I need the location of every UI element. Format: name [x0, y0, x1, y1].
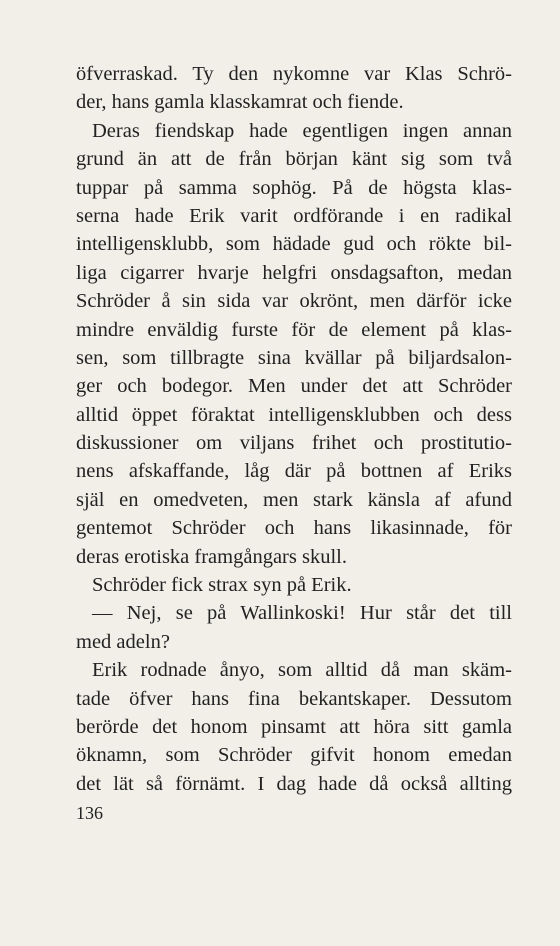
text-line: med adeln?: [76, 630, 170, 653]
text-line: der, hans gamla klasskamrat och fiende.: [76, 91, 404, 114]
text-line: det lät så förnämt. I dag hade då också allting: [76, 772, 512, 795]
text-line: grund än att de från början känt sig som två: [76, 148, 512, 171]
text-line: intelligensklubb, som hädade gud och rökte bil-: [76, 233, 512, 256]
text-line: öfverraskad. Ty den nykomne var Klas Schrö-: [76, 63, 512, 85]
text-line: Schröder å sin sida var okrönt, men därför icke: [76, 290, 512, 313]
text-line: sen, som tillbragte sina kvällar på biljardsalon-: [76, 346, 512, 369]
text-line: serna hade Erik varit ordförande i en radikal: [76, 204, 512, 227]
text-line: Schröder fick strax syn på Erik.: [92, 574, 352, 597]
text-line: alltid öppet föraktat intelligensklubben och dess: [76, 403, 512, 426]
body-text: [76, 60, 512, 798]
text-line: tuppar på samma sophög. På de högsta klas-: [76, 176, 512, 199]
text-line: ger och bodegor. Men under det att Schröder: [76, 375, 512, 398]
text-line: tade öfver hans fina bekantskaper. Dessutom: [76, 687, 512, 710]
text-line: berörde det honom pinsamt att höra sitt gamla: [76, 715, 512, 738]
text-line: öknamn, som Schröder gifvit honom emedan: [76, 744, 512, 767]
text-line: — Nej, se på Wallinkoski! Hur står det till: [92, 602, 512, 625]
text-line: mindre enväldig furste för de element på klas-: [76, 318, 512, 341]
text-line: diskussioner om viljans frihet och prostitutio-: [76, 432, 512, 455]
text-line: gentemot Schröder och hans likasinnade, för: [76, 517, 512, 540]
text-line: själ en omedveten, men stark känsla af afund: [76, 488, 512, 511]
page-number: 136: [76, 803, 103, 823]
text-line: deras erotiska framgångars skull.: [76, 545, 347, 568]
text-line: liga cigarrer hvarje helgfri onsdagsafton, medan: [76, 261, 512, 284]
text-line: Deras fiendskap hade egentligen ingen annan: [92, 119, 512, 142]
text-line: nens afskaffande, låg där på bottnen af Eriks: [76, 460, 512, 483]
text-line: Erik rodnade ånyo, som alltid då man skäm-: [92, 659, 512, 682]
